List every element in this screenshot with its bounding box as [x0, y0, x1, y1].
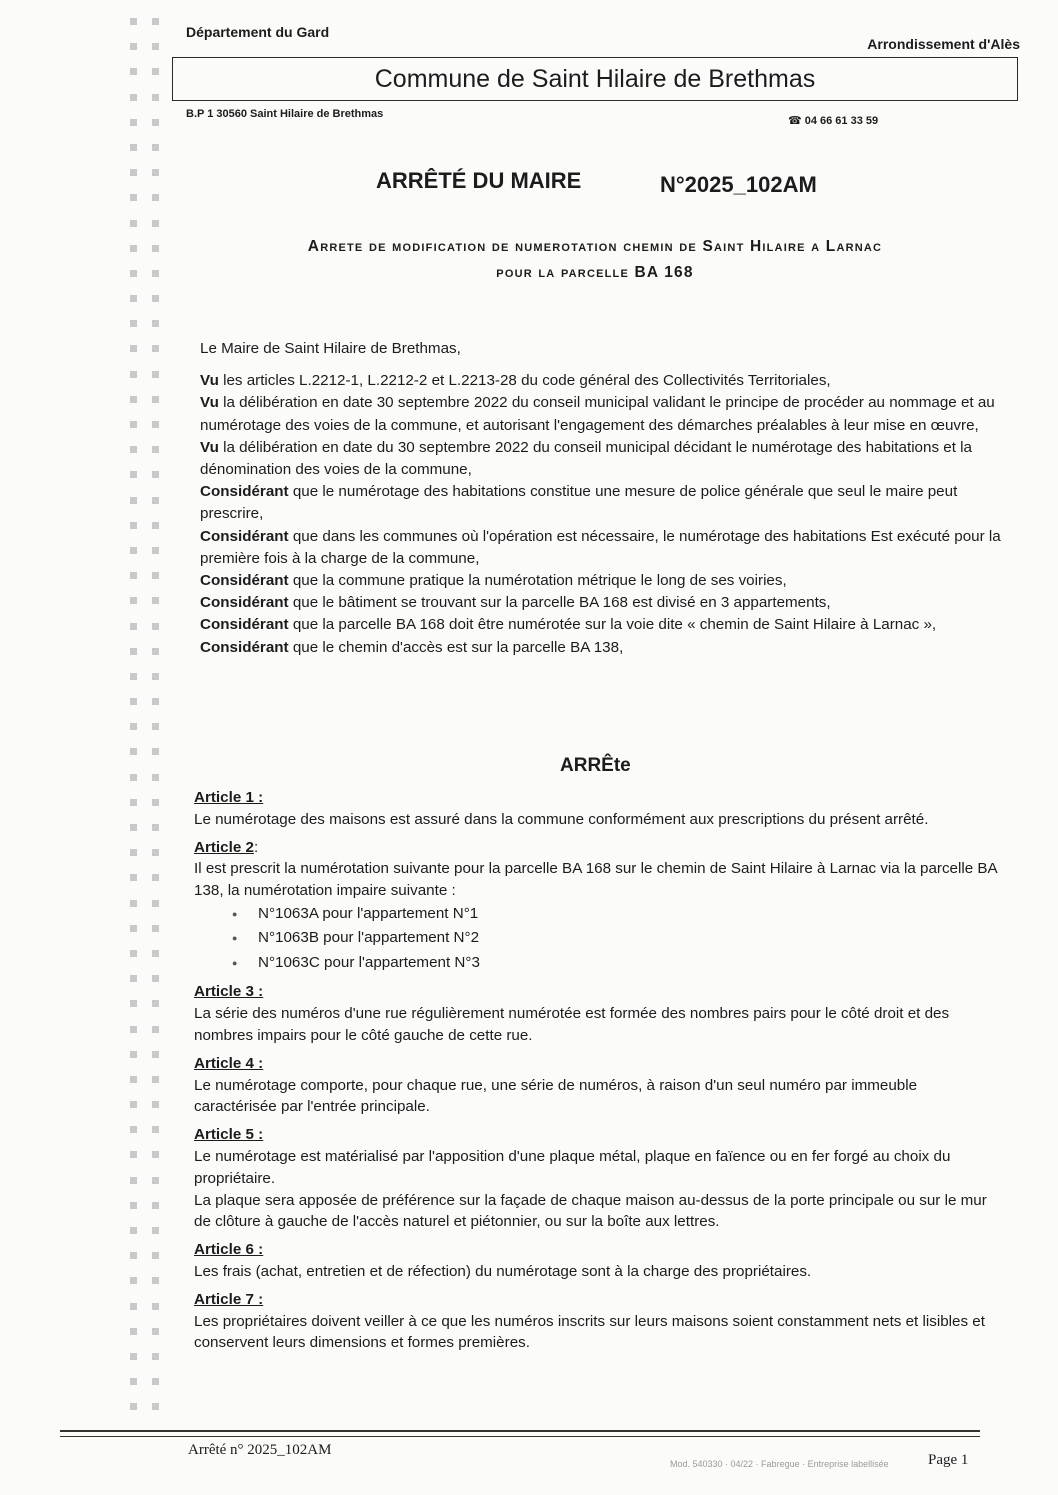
- consideration-item: [200, 392, 1005, 436]
- footer-reference: Arrêté n° 2025_102AM: [188, 1442, 332, 1458]
- article-paragraph: La série des numéros d'une rue régulièrement numérotée est formée des nombres pairs pour le côté droit et des nombres impairs pour le côté gauche de cette rue.: [194, 1005, 950, 1045]
- consideration-item: [200, 637, 1005, 659]
- articles-section: [194, 787, 999, 1354]
- consideration-lead: Considérant: [200, 594, 289, 612]
- document-number: N°2025_102AM: [660, 172, 817, 197]
- article-title-text: Article 6 :: [194, 1241, 264, 1259]
- footer-divider: [60, 1430, 980, 1441]
- consideration-lead: Considérant: [200, 572, 289, 590]
- article-title-text: Article 5 :: [194, 1126, 264, 1144]
- consideration-text: la délibération en date du 30 septembre 2022 du conseil municipal décidant le numérotage des habitations et la dénomination des voies de la commune,: [200, 438, 972, 479]
- phone-number: [788, 114, 878, 127]
- consideration-item: [200, 570, 1005, 592]
- article-paragraph: Le numérotage des maisons est assuré dans la commune conformément aux prescriptions du présent arrêté.: [194, 810, 929, 828]
- considerations-list: [200, 370, 1005, 659]
- intro-line: Le Maire de Saint Hilaire de Brethmas,: [200, 340, 461, 357]
- consideration-item: [200, 437, 1005, 481]
- article-title-text: Article 4 :: [194, 1054, 264, 1072]
- department-label: Département du Gard: [186, 24, 330, 40]
- article-title: [194, 1053, 999, 1075]
- phone-text: 04 66 61 33 59: [804, 115, 879, 127]
- consideration-lead: Considérant: [200, 616, 289, 634]
- article-paragraph: Il est prescrit la numérotation suivante pour la parcelle BA 168 sur le chemin de Saint Hilaire à Larnac via la parcelle BA 138, la numérotation impaire suivante :: [194, 860, 997, 900]
- margin-decoration: [122, 14, 172, 1425]
- list-item: ● N°1063A pour l'appartement N°1: [232, 902, 999, 927]
- list-item: ● N°1063B pour l'appartement N°2: [232, 926, 999, 951]
- consideration-item: [200, 592, 1005, 614]
- article-paragraph: Le numérotage comporte, pour chaque rue, une série de numéros, à raison d'un seul numéro par immeuble caractérisée par l'entrée principale.: [194, 1076, 918, 1116]
- article-title: [194, 1124, 999, 1146]
- list-item: ● N°1063C pour l'appartement N°3: [232, 951, 999, 976]
- consideration-lead: Vu: [200, 372, 219, 390]
- consideration-item: [200, 614, 1005, 636]
- consideration-item: [200, 526, 1005, 570]
- subtitle-line-1: Arrete de modification de numerotation chemin de Saint Hilaire a Larnac: [307, 238, 883, 255]
- consideration-text: la délibération en date 30 septembre 2022 du conseil municipal validant le principe de procéder au nommage et au numérotage des voies de la commune, et autorisant l'engagement des démarches préalables à leur mise en œuvre,: [200, 394, 995, 434]
- phone-icon: ☎: [788, 115, 802, 127]
- consideration-lead: Considérant: [200, 483, 289, 501]
- article-paragraph: Les propriétaires doivent veiller à ce que les numéros inscrits sur leurs maisons soient constamment nets et lisibles et conservent leurs dimensions et formes premières.: [194, 1312, 985, 1352]
- article-title-text: Article 2: [194, 838, 254, 856]
- article-title: [194, 1289, 999, 1311]
- consideration-text: que la parcelle BA 168 doit être numérotée sur la voie dite « chemin de Saint Hilaire à Larnac »,: [288, 616, 937, 634]
- article-title: [194, 981, 999, 1003]
- article-title-text: Article 7 :: [194, 1290, 264, 1308]
- article-title-text: Article 3 :: [194, 983, 264, 1001]
- consideration-text: que le chemin d'accès est sur la parcelle BA 138,: [288, 638, 624, 656]
- consideration-text: que le numérotage des habitations constitue une mesure de police générale que seul le maire peut prescrire,: [200, 483, 958, 523]
- postal-address: B.P 1 30560 Saint Hilaire de Brethmas: [186, 108, 384, 120]
- consideration-lead: Considérant: [200, 638, 289, 656]
- article-title: [194, 787, 999, 809]
- article-title-suffix: :: [253, 838, 259, 856]
- numbering-list: [194, 902, 999, 976]
- consideration-text: les articles L.2212-1, L.2212-2 et L.2213-28 du code général des Collectivités Territoriales,: [218, 372, 831, 390]
- consideration-item: [200, 370, 1005, 392]
- consideration-lead: Vu: [200, 438, 219, 456]
- consideration-lead: Vu: [200, 394, 219, 412]
- arrondissement-label: Arrondissement d'Alès: [867, 36, 1020, 52]
- article-title-text: Article 1 :: [194, 789, 264, 806]
- consideration-item: [200, 481, 1005, 525]
- article-paragraph: La plaque sera apposée de préférence sur la façade de chaque maison au-dessus de la porte principale ou sur le mur de clôture à gauche de l'accès naturel et piétonnier, ou sur la boîte aux lettres.: [194, 1191, 987, 1231]
- decision-heading: ARRÊte: [560, 755, 631, 776]
- document-heading: ARRÊTÉ DU MAIRE: [376, 168, 582, 193]
- document-subtitle: [190, 234, 1000, 286]
- consideration-text: que dans les communes où l'opération est nécessaire, le numérotage des habitations Est exécuté pour la première fois à la charge de la commune,: [200, 527, 1001, 567]
- article-title: [194, 1239, 999, 1261]
- consideration-text: que la commune pratique la numérotation métrique le long de ses voiries,: [288, 572, 787, 590]
- subtitle-line-2: pour la parcelle BA 168: [496, 264, 694, 281]
- consideration-text: que le bâtiment se trouvant sur la parcelle BA 168 est divisé en 3 appartements,: [288, 594, 831, 612]
- article-title: [194, 837, 999, 859]
- article-paragraph: Les frais (achat, entretien et de réfection) du numérotage sont à la charge des propriétaires.: [194, 1263, 812, 1281]
- article-paragraph: Le numérotage est matérialisé par l'apposition d'une plaque métal, plaque en faïence ou en fer forgé au choix du propriétaire.: [194, 1148, 951, 1187]
- preamble: [200, 338, 1005, 659]
- footer-printer: Mod. 540330 · 04/22 · Fabregue · Entreprise labellisée: [670, 1459, 889, 1469]
- footer-page: Page 1: [928, 1452, 969, 1468]
- commune-title: Commune de Saint Hilaire de Brethmas: [172, 57, 1018, 101]
- consideration-lead: Considérant: [200, 527, 289, 545]
